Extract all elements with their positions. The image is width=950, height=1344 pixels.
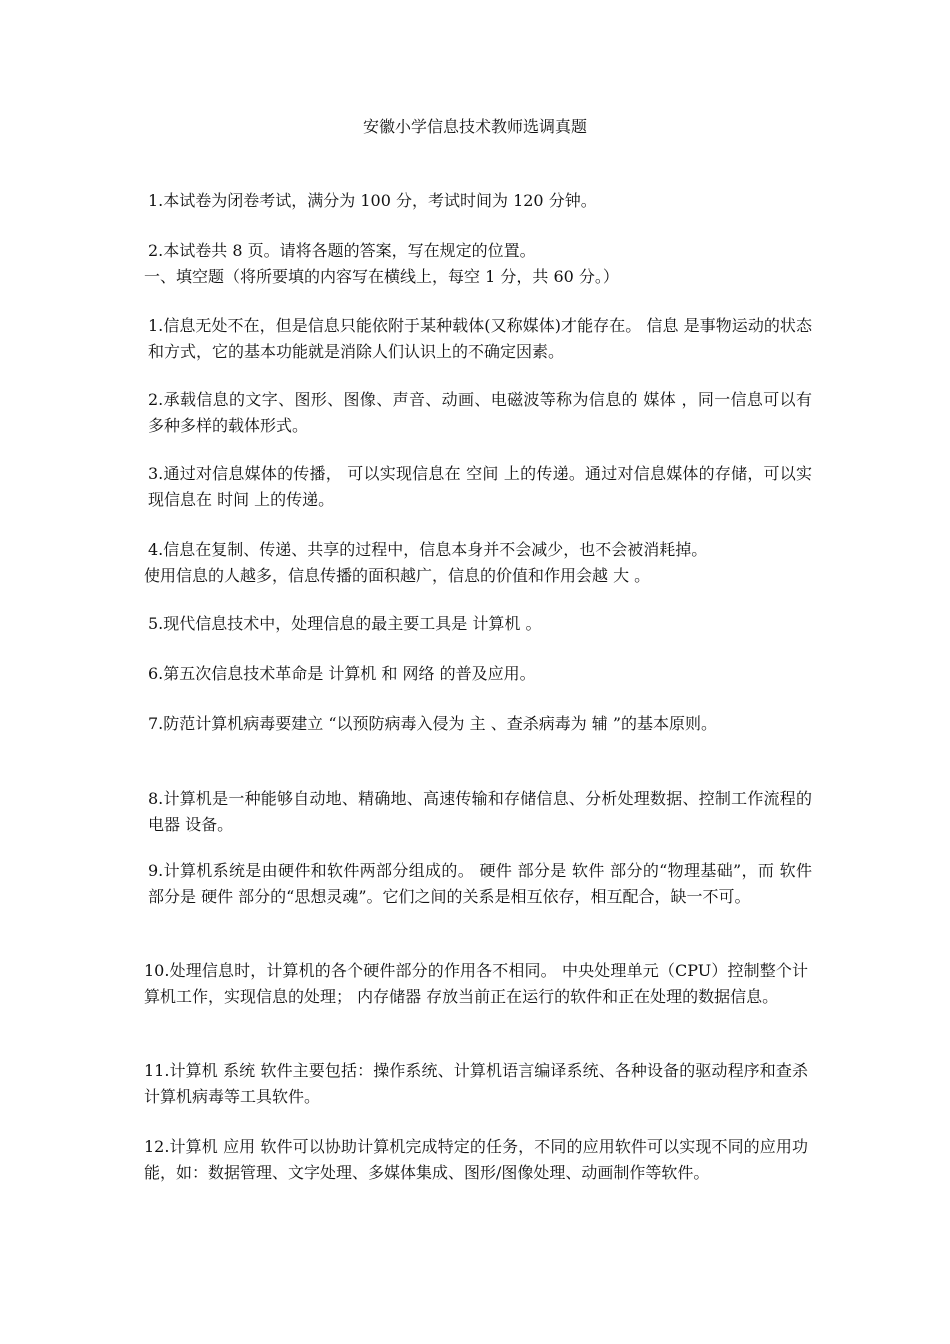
question-11: 11.计算机 系统 软件主要包括：操作系统、计算机语言编译系统、各种设备的驱动程序和查杀计算机病毒等工具软件。 <box>144 1061 808 1106</box>
question-6: 6.第五次信息技术革命是 计算机 和 网络 的普及应用。 <box>148 664 536 683</box>
document-title: 安徽小学信息技术教师选调真题 <box>362 117 587 136</box>
question-10: 10.处理信息时，计算机的各个硬件部分的作用各不相同。 中央处理单元（CPU）控制整个计算机工作，实现信息的处理； 内存储器 存放当前正在运行的软件和正在处理的数据信息。 <box>144 961 808 1006</box>
exam-note-2: 2.本试卷共 8 页。请将各题的答案，写在规定的位置。 <box>148 241 536 260</box>
exam-note-1: 1.本试卷为闭卷考试，满分为 100 分，考试时间为 120 分钟。 <box>148 191 597 210</box>
question-2: 2.承载信息的文字、图形、图像、声音、动画、电磁波等称为信息的 媒体 ，同一信息可以有多种多样的载体形式。 <box>148 390 812 435</box>
question-1: 1.信息无处不在，但是信息只能依附于某种载体(又称媒体)才能存在。 信息 是事物运动的状态和方式，它的基本功能就是消除人们认识上的不确定因素。 <box>148 316 812 361</box>
question-8: 8.计算机是一种能够自动地、精确地、高速传输和存储信息、分析处理数据、控制工作流程的 电器 设备。 <box>148 789 812 834</box>
question-4-line-2: 使用信息的人越多，信息传播的面积越广，信息的价值和作用会越 大 。 <box>144 566 651 585</box>
section-heading: 一、填空题（将所要填的内容写在横线上，每空 1 分，共 60 分。） <box>144 267 619 286</box>
question-12: 12.计算机 应用 软件可以协助计算机完成特定的任务，不同的应用软件可以实现不同的应用功能，如：数据管理、文字处理、多媒体集成、图形/图像处理、动画制作等软件。 <box>144 1137 808 1182</box>
question-7: 7.防范计算机病毒要建立 “以预防病毒入侵为 主 、查杀病毒为 辅 ”的基本原则。 <box>148 714 718 733</box>
question-4-line-1: 4.信息在复制、传递、共享的过程中，信息本身并不会减少，也不会被消耗掉。 <box>148 540 708 559</box>
question-9: 9.计算机系统是由硬件和软件两部分组成的。 硬件 部分是 软件 部分的“物理基础”，而 软件 部分是 硬件 部分的“思想灵魂”。它们之间的关系是相互依存，相互配合，缺一不可。 <box>148 861 812 906</box>
question-5: 5.现代信息技术中，处理信息的最主要工具是 计算机 。 <box>148 614 542 633</box>
question-3: 3.通过对信息媒体的传播， 可以实现信息在 空间 上的传递。通过对信息媒体的存储，可以实现信息在 时间 上的传递。 <box>148 464 812 509</box>
